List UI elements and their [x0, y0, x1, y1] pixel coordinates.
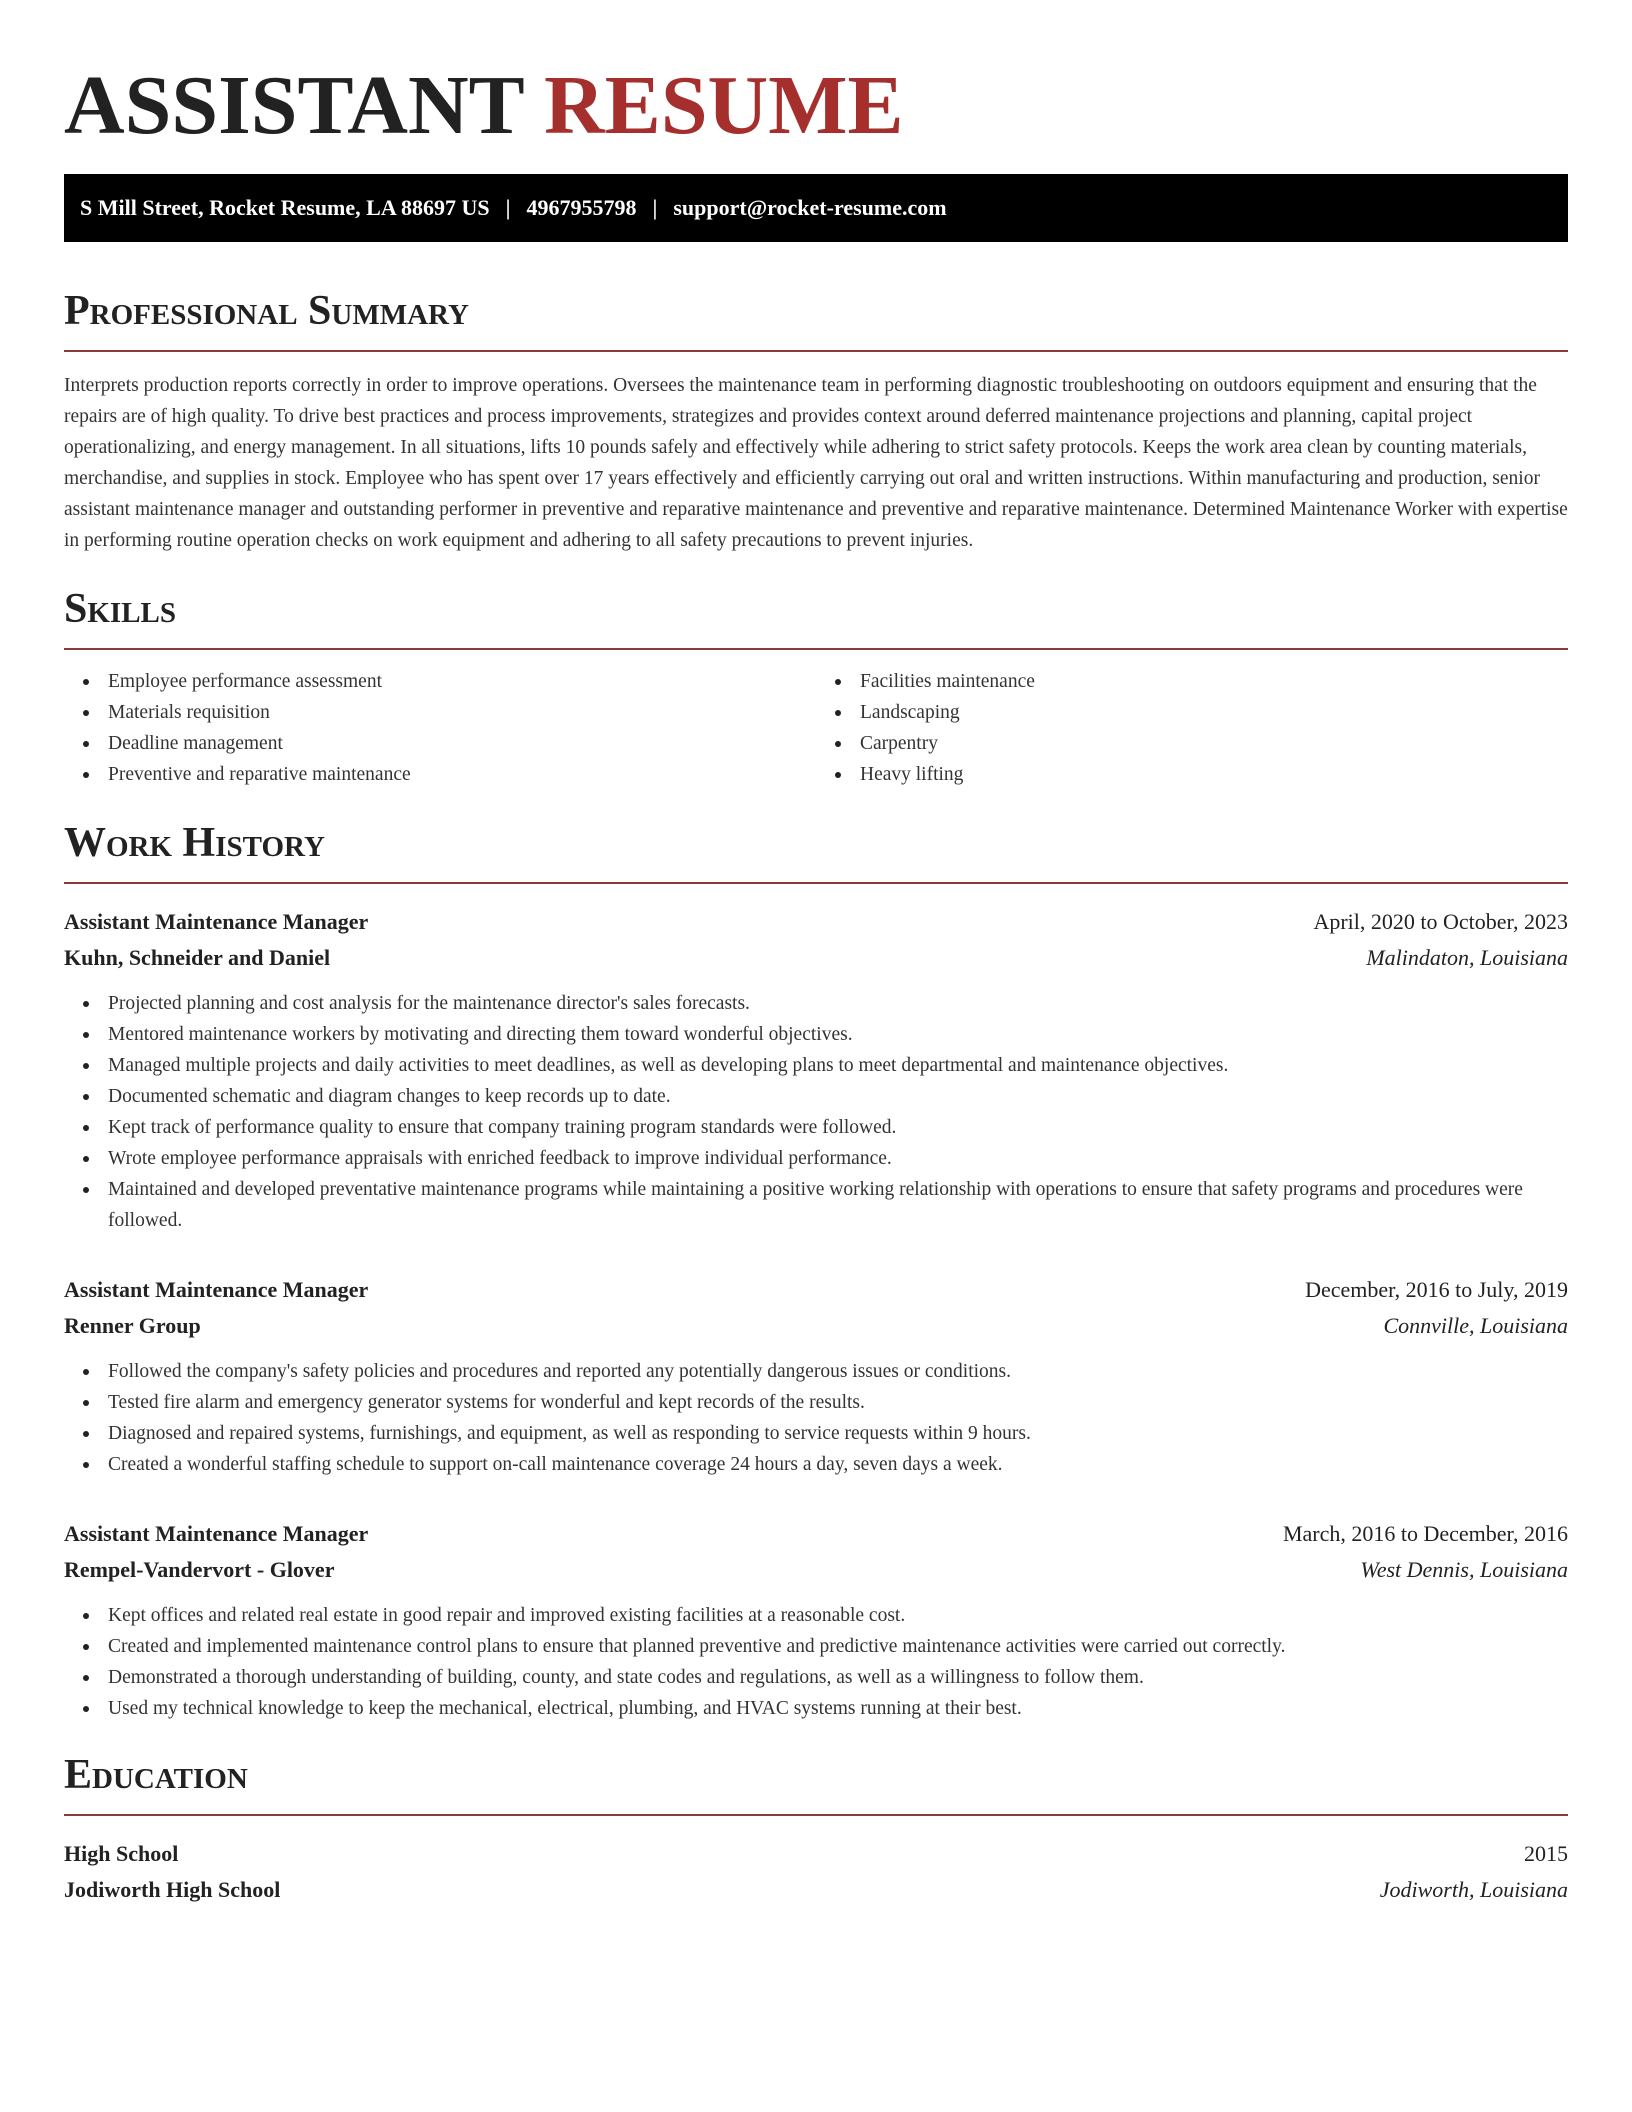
job-bullets	[64, 1356, 1568, 1480]
job-bullet: Kept track of performance quality to ensure that company training program standards were followed.	[108, 1112, 1568, 1143]
section-heading-work: Work History	[64, 820, 325, 866]
title-second-word: RESUME	[544, 59, 904, 152]
skills-grid	[64, 666, 1568, 790]
skill-item: Materials requisition	[108, 697, 816, 728]
job-bullet: Diagnosed and repaired systems, furnishings, and equipment, as well as responding to service requests within 9 hours.	[108, 1418, 1568, 1449]
skills-column-right	[816, 666, 1568, 790]
job-bullet: Managed multiple projects and daily activities to meet deadlines, as well as developing plans to meet departmental and maintenance objectives.	[108, 1050, 1568, 1081]
job-bullet: Wrote employee performance appraisals with enriched feedback to improve individual performance.	[108, 1143, 1568, 1174]
education-degree-row	[64, 1836, 1568, 1872]
skill-item: Deadline management	[108, 728, 816, 759]
education-degree: High School	[64, 1841, 179, 1866]
skill-item: Facilities maintenance	[860, 666, 1568, 697]
contact-email: support@rocket-resume.com	[673, 195, 947, 220]
job-company: Kuhn, Schneider and Daniel	[64, 945, 331, 970]
job-title: Assistant Maintenance Manager	[64, 909, 369, 934]
skill-item: Preventive and reparative maintenance	[108, 759, 816, 790]
job-dates: April, 2020 to October, 2023	[1313, 909, 1568, 934]
section-divider	[64, 350, 1568, 352]
job-bullet: Created a wonderful staffing schedule to support on-call maintenance coverage 24 hours a day, seven days a week.	[108, 1449, 1568, 1480]
contact-address: S Mill Street, Rocket Resume, LA 88697 US	[80, 195, 490, 220]
summary-section	[64, 286, 1568, 556]
job-entry	[64, 1516, 1568, 1724]
section-heading-skills: Skills	[64, 586, 177, 632]
section-heading-summary: Professional Summary	[64, 288, 469, 334]
resume-title	[64, 56, 1568, 156]
job-bullets	[64, 988, 1568, 1236]
education-school: Jodiworth High School	[64, 1877, 281, 1902]
job-bullet: Demonstrated a thorough understanding of building, county, and state codes and regulations, as well as a willingness to follow them.	[108, 1662, 1568, 1693]
job-title: Assistant Maintenance Manager	[64, 1521, 369, 1546]
section-divider	[64, 882, 1568, 884]
summary-text: Interprets production reports correctly in order to improve operations. Oversees the maintenance team in performing diagnostic troubleshooting on outdoors equipment and ensuring that the repairs are of high quality. To drive best practices and process improvements, strategizes and provides context around deferred maintenance projections and planning, capital project operationalizing, and energy management. In all situations, lifts 10 pounds safely and effectively while adhering to strict safety protocols. Keeps the work area clean by counting materials, merchandise, and supplies in stock. Employee who has spent over 17 years effectively and efficiently carrying out oral and written instructions. Within manufacturing and production, senior assistant maintenance manager and outstanding performer in preventive and reparative maintenance and preventive and reparative maintenance. Determined Maintenance Worker with expertise in performing routine operation checks on work equipment and adhering to all safety precautions to prevent injuries.	[64, 375, 1568, 551]
education-location: Jodiworth, Louisiana	[1379, 1877, 1568, 1902]
skills-section	[64, 584, 1568, 790]
job-title: Assistant Maintenance Manager	[64, 1277, 369, 1302]
job-bullet: Mentored maintenance workers by motivating and directing them toward wonderful objectives.	[108, 1019, 1568, 1050]
job-entry	[64, 1272, 1568, 1480]
job-company: Rempel-Vandervort - Glover	[64, 1557, 335, 1582]
job-bullet: Kept offices and related real estate in good repair and improved existing facilities at a reasonable cost.	[108, 1600, 1568, 1631]
job-bullet: Used my technical knowledge to keep the mechanical, electrical, plumbing, and HVAC systems running at their best.	[108, 1693, 1568, 1724]
skill-item: Carpentry	[860, 728, 1568, 759]
contact-separator: |	[505, 195, 511, 220]
job-bullet: Documented schematic and diagram changes to keep records up to date.	[108, 1081, 1568, 1112]
education-year: 2015	[1524, 1841, 1568, 1866]
education-school-row	[64, 1872, 1568, 1908]
job-company-row	[64, 940, 1568, 976]
job-header-row	[64, 1272, 1568, 1308]
job-bullets	[64, 1600, 1568, 1724]
skill-item: Landscaping	[860, 697, 1568, 728]
contact-bar	[64, 174, 1568, 242]
education-section	[64, 1750, 1568, 1908]
contact-phone: 4967955798	[526, 195, 637, 220]
title-first-word: ASSISTANT	[64, 59, 524, 152]
skill-item: Heavy lifting	[860, 759, 1568, 790]
job-header-row	[64, 904, 1568, 940]
job-entry	[64, 904, 1568, 1236]
education-entry	[64, 1836, 1568, 1908]
job-company-row	[64, 1552, 1568, 1588]
job-bullet: Tested fire alarm and emergency generator systems for wonderful and kept records of the results.	[108, 1387, 1568, 1418]
job-bullet: Followed the company's safety policies and procedures and reported any potentially dangerous issues or conditions.	[108, 1356, 1568, 1387]
section-heading-education: Education	[64, 1752, 248, 1798]
job-bullet: Created and implemented maintenance control plans to ensure that planned preventive and predictive maintenance activities were carried out correctly.	[108, 1631, 1568, 1662]
job-dates: December, 2016 to July, 2019	[1305, 1277, 1568, 1302]
job-location: Connville, Louisiana	[1383, 1313, 1568, 1338]
section-divider	[64, 1814, 1568, 1816]
job-company: Renner Group	[64, 1313, 201, 1338]
job-bullet: Maintained and developed preventative maintenance programs while maintaining a positive working relationship with operations to ensure that safety programs and procedures were followed.	[108, 1174, 1568, 1236]
job-header-row	[64, 1516, 1568, 1552]
skills-column-left	[64, 666, 816, 790]
work-history-section	[64, 818, 1568, 1724]
job-bullet: Projected planning and cost analysis for the maintenance director's sales forecasts.	[108, 988, 1568, 1019]
skill-item: Employee performance assessment	[108, 666, 816, 697]
job-location: Malindaton, Louisiana	[1366, 945, 1568, 970]
contact-separator: |	[652, 195, 658, 220]
job-location: West Dennis, Louisiana	[1360, 1557, 1568, 1582]
job-dates: March, 2016 to December, 2016	[1282, 1521, 1568, 1546]
section-divider	[64, 648, 1568, 650]
job-company-row	[64, 1308, 1568, 1344]
